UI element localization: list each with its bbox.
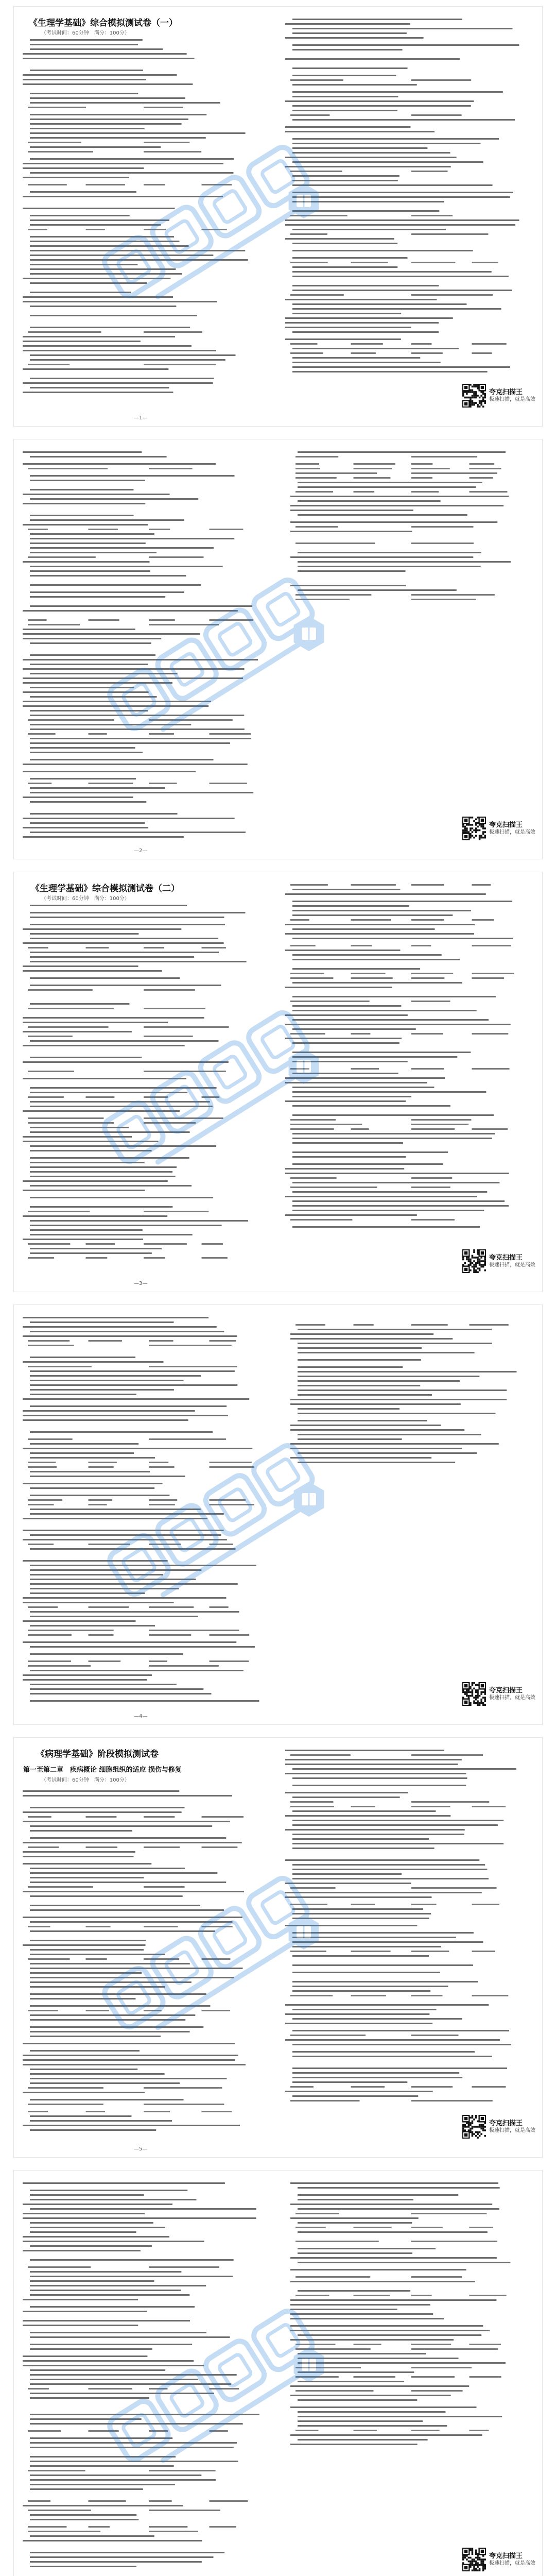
page-3 [0,866,556,1298]
qr-code-icon [462,1249,486,1273]
page-title: 《生理学基础》综合模拟测试卷（二） [31,884,180,894]
qr-brand-text: 夸克扫描王 [489,2552,523,2560]
question-text-block [283,15,530,376]
qr-slogan-text: 极速扫描，就是高效 [489,2560,535,2566]
question-text-block [283,1747,530,2107]
page-5 [0,1731,556,2164]
question-text-block [21,36,257,397]
page-number: —5— [134,2146,148,2152]
answer-text-block [288,1314,525,1468]
qr-brand-text: 夸克扫描王 [489,388,523,396]
page-number: —1— [134,415,148,421]
qr-slogan-text: 极速扫描，就是高效 [489,2127,535,2133]
page-1 [0,0,556,433]
page-4 [0,1298,556,1731]
qr-slogan-text: 极速扫描，就是高效 [489,1262,535,1268]
qr-code-icon [462,817,486,840]
question-text-block [21,2179,268,2571]
qr-badge [462,384,535,408]
qr-badge [462,1249,535,1273]
page-number: —4— [134,1714,148,1719]
page-title: 《病理学基础》阶段模拟测试卷 [36,1749,159,1759]
question-text-block [21,448,268,840]
qr-slogan-text: 极速扫描，就是高效 [489,396,535,402]
qr-code-icon [462,384,486,408]
page-2 [0,433,556,866]
qr-slogan-text: 极速扫描，就是高效 [489,829,535,835]
question-text-block [21,1314,268,1705]
page-title: 《生理学基础》综合模拟测试卷（一） [29,18,178,28]
question-text-block [283,881,530,1242]
answer-text-block [288,448,525,603]
qr-badge [462,2548,535,2571]
qr-brand-text: 夸克扫描王 [489,2119,523,2127]
qr-badge [462,817,535,840]
qr-code-icon [462,2115,486,2139]
qr-badge [462,2115,535,2139]
exam-info-line: （考试时间：60分钟 满分：100分） [41,1777,130,1783]
exam-info-line: （考试时间：60分钟 满分：100分） [41,30,130,36]
qr-code-icon [462,1682,486,1706]
exam-info-line: （考试时间：60分钟 满分：100分） [41,896,130,902]
page-6 [0,2164,556,2576]
qr-slogan-text: 极速扫描，就是高效 [489,1694,535,1701]
page-number: —3— [134,1281,148,1286]
answer-text-block [288,2179,525,2447]
question-text-block [21,1783,257,2133]
section-heading: 第一至第二章 疾病概论 细胞组织的适应 损伤与修复 [23,1766,182,1774]
qr-badge [462,1682,535,1706]
qr-code-icon [462,2548,486,2571]
qr-brand-text: 夸克扫描王 [489,1686,523,1694]
page-number: —2— [134,848,148,854]
qr-brand-text: 夸克扫描王 [489,1253,523,1262]
qr-brand-text: 夸克扫描王 [489,821,523,829]
question-text-block [21,902,257,1262]
